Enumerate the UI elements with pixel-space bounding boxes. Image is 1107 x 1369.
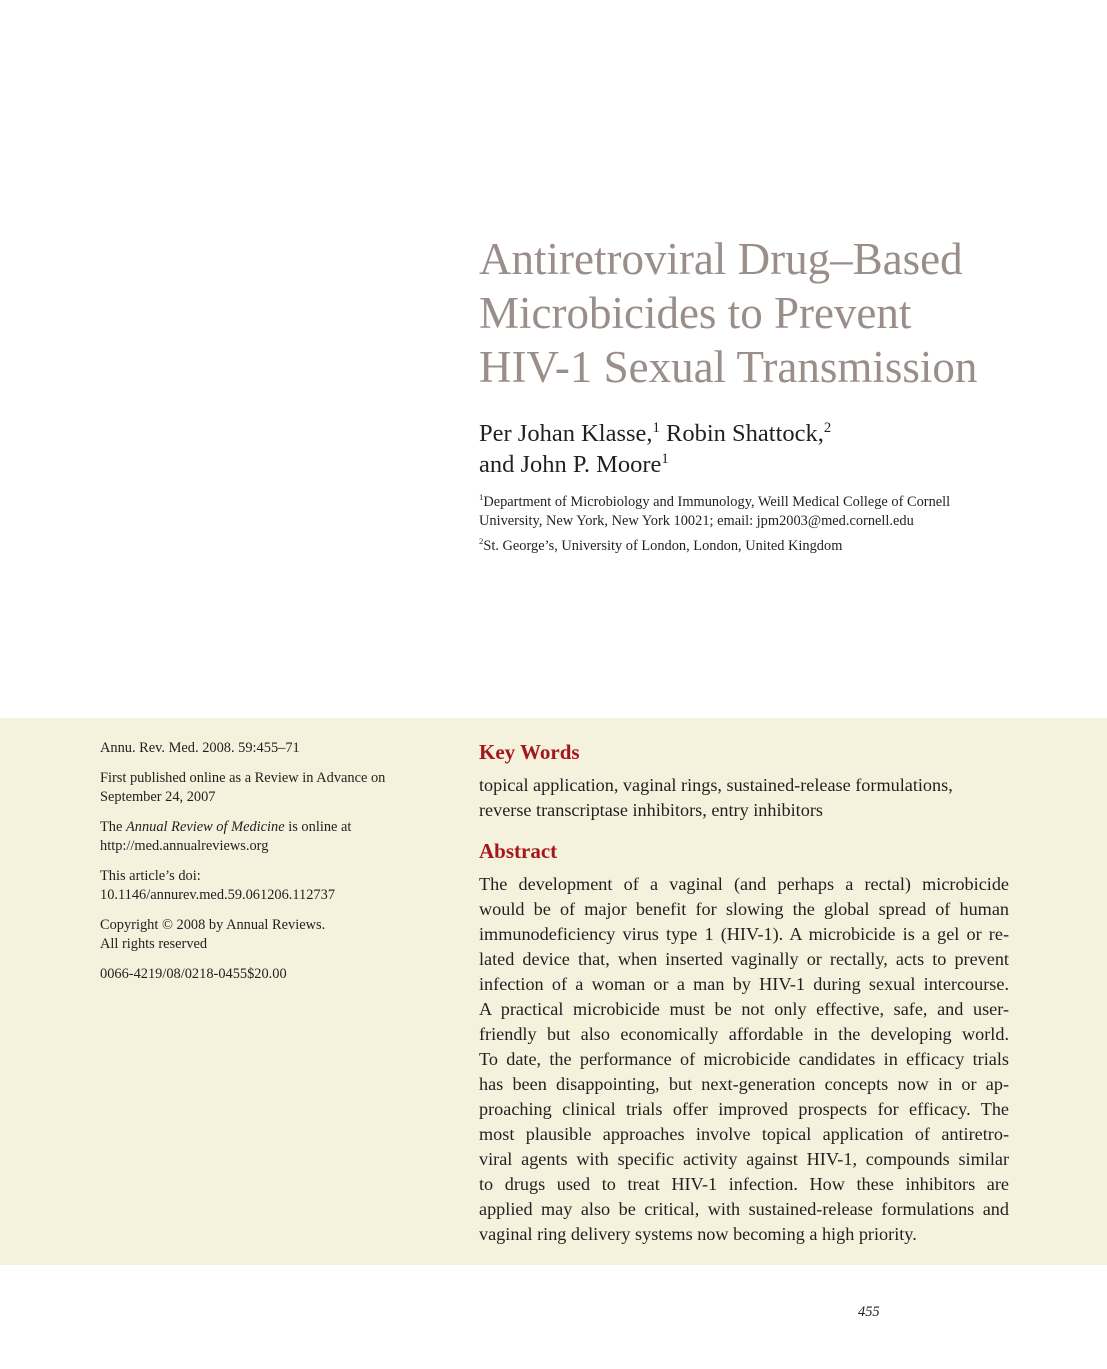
keywords-text: topical application, vaginal rings, sustained-release formulations, reverse transcriptase inhibitors, entry inhibitors xyxy=(479,775,953,820)
author-affiliation-mark: 1 xyxy=(652,419,660,436)
abstract-text: The development of a vaginal (and perhaps a rectal) microbicide would be of major benefit for slowing the global spread of human immunodeficiency virus type 1 (HIV-1). A microbicide is a gel or re- lated device that, when inserted vaginally or rectally, acts to prevent infection of a woman or a man by HIV-1 during sexual intercourse. A practical microbicide must be not only effective, safe, and user- friendly but also economically affordable in the developing world. To date, the performance of microbicide candidates in efficacy trials has been disappointing, but next-generation concepts now in or ap- proaching clinical trials offer improved prospects for efficacy. The most plausible approaches involve topical application of antiretro- viral agents with specific activity against HIV-1, compounds similar to drugs used to treat HIV-1 infection. How these inhibitors are applied may also be critical, with sustained-release formulations and vaginal ring delivery systems now becoming a high priority. xyxy=(479,874,1009,1244)
keywords-heading: Key Words xyxy=(479,740,580,764)
abstract-heading: Abstract xyxy=(479,839,558,863)
affiliation-number: 1 xyxy=(479,492,484,503)
title-line: Microbicides to Prevent xyxy=(479,288,912,338)
author-name: Robin Shattock, xyxy=(665,420,824,447)
title-line: HIV-1 Sexual Transmission xyxy=(479,342,978,392)
affiliation-2 xyxy=(479,537,1039,556)
author-line xyxy=(479,449,1079,480)
affiliation-text: St. George’s, University of London, London, United Kingdom xyxy=(483,538,843,554)
affiliation-text: University, New York, New York 10021; email: jpm2003@med.cornell.edu xyxy=(479,513,914,529)
author-name: Per Johan Klasse, xyxy=(479,420,653,447)
article-info-sidebar xyxy=(100,739,430,995)
doi-link[interactable]: 10.1146/annurev.med.59.061206.112737 xyxy=(100,887,336,903)
copyright: Copyright © 2008 by Annual Reviews. All rights reserved xyxy=(100,917,326,952)
author-affiliation-mark: 2 xyxy=(823,419,832,436)
journal-name: Annual Review of Medicine xyxy=(125,819,285,835)
issn: 0066-4219/08/0218-0455$20.00 xyxy=(100,966,287,982)
affiliation-text: Department of Microbiology and Immunology, Weill Medical College of Cornell xyxy=(483,494,951,510)
citation: Annu. Rev. Med. 2008. 59:455–71 xyxy=(100,740,300,756)
affiliation-1 xyxy=(479,493,1039,531)
author-list xyxy=(479,418,1079,480)
author-name: and John P. Moore xyxy=(479,451,662,478)
article-title xyxy=(479,232,1079,394)
online-info: The Annual Review of Medicine is online at http://med.annualreviews.org xyxy=(100,818,430,856)
title-line: Antiretroviral Drug–Based xyxy=(479,234,963,284)
author-line xyxy=(479,418,1079,449)
first-published: First published online as a Review in Advance on September 24, 2007 xyxy=(100,770,386,805)
journal-url-link[interactable]: http://med.annualreviews.org xyxy=(100,838,269,854)
affiliation-number: 2 xyxy=(479,536,484,547)
author-affiliation-mark: 1 xyxy=(661,450,669,467)
doi-info: This article’s doi: 10.1146/annurev.med.59.061206.112737 xyxy=(100,867,430,905)
page-number: 455 xyxy=(858,1304,880,1320)
